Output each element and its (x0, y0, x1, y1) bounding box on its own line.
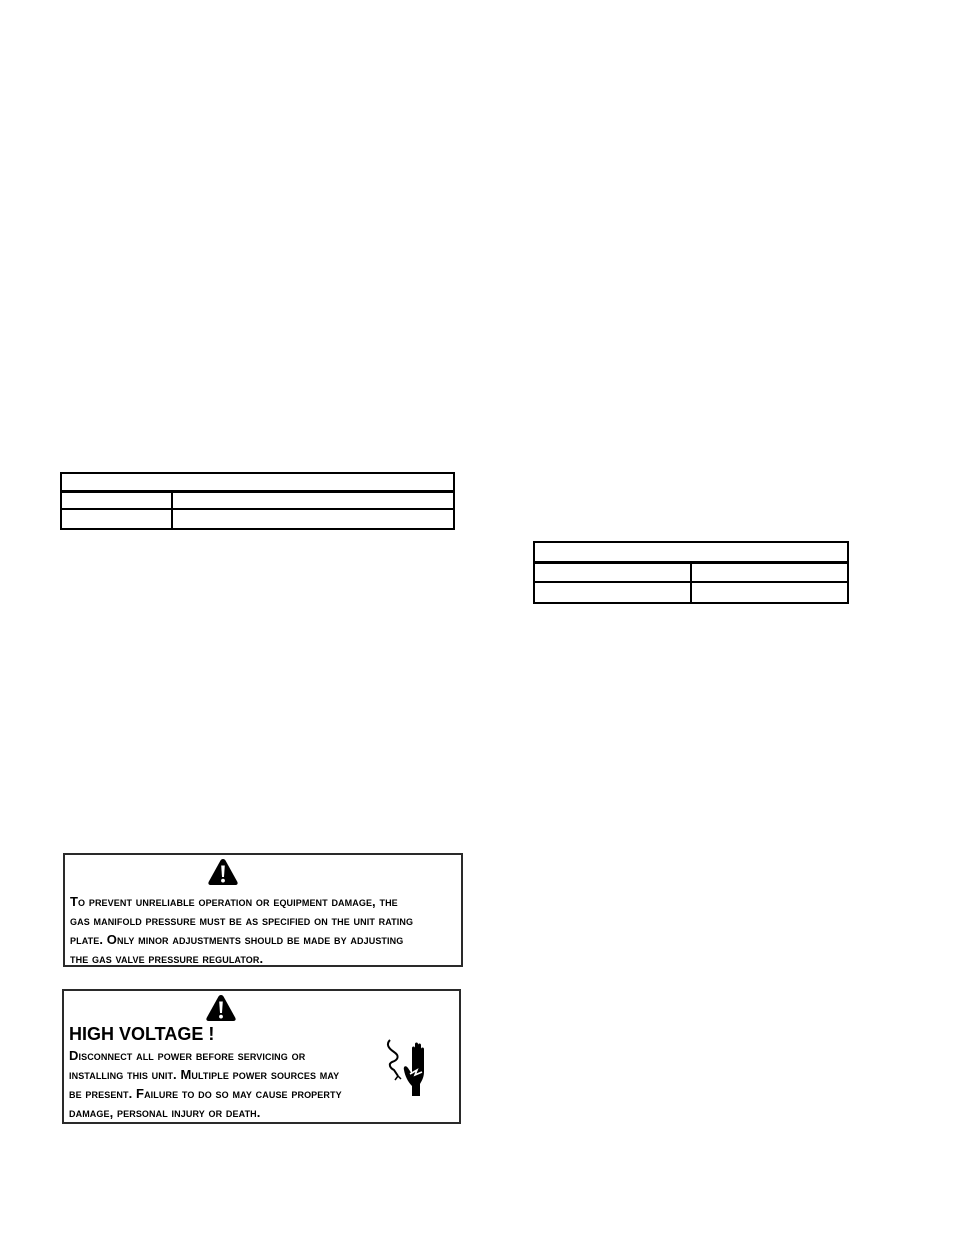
caution-box (63, 853, 463, 967)
warning-triangle-icon (205, 993, 237, 1023)
high-voltage-line-3: be present. Failure to do so may cause property (69, 1086, 342, 1101)
caution-line-1: To prevent unreliable operation or equipment damage, the (70, 894, 398, 909)
electric-shock-hand-icon (384, 1036, 442, 1100)
right-table-divider (690, 563, 692, 602)
caution-line-3: plate. Only minor adjustments should be made by adjusting (70, 932, 404, 947)
high-voltage-line-1: Disconnect all power before servicing or (69, 1048, 306, 1063)
high-voltage-title: HIGH VOLTAGE ! (69, 1024, 215, 1044)
caution-text (70, 892, 460, 968)
warning-triangle-icon (207, 857, 239, 887)
high-voltage-text (69, 1046, 389, 1122)
high-voltage-line-4: damage, personal injury or death. (69, 1105, 261, 1120)
caution-line-4: the gas valve pressure regulator. (70, 951, 264, 966)
left-table-row-rule (62, 508, 453, 528)
left-table (60, 472, 455, 530)
left-table-divider (171, 492, 173, 528)
high-voltage-warning-box (62, 989, 461, 1124)
caution-line-2: gas manifold pressure must be as specified on the unit rating (70, 913, 414, 928)
high-voltage-line-2: installing this unit. Multiple power sources may (69, 1067, 340, 1082)
right-table (533, 541, 849, 604)
